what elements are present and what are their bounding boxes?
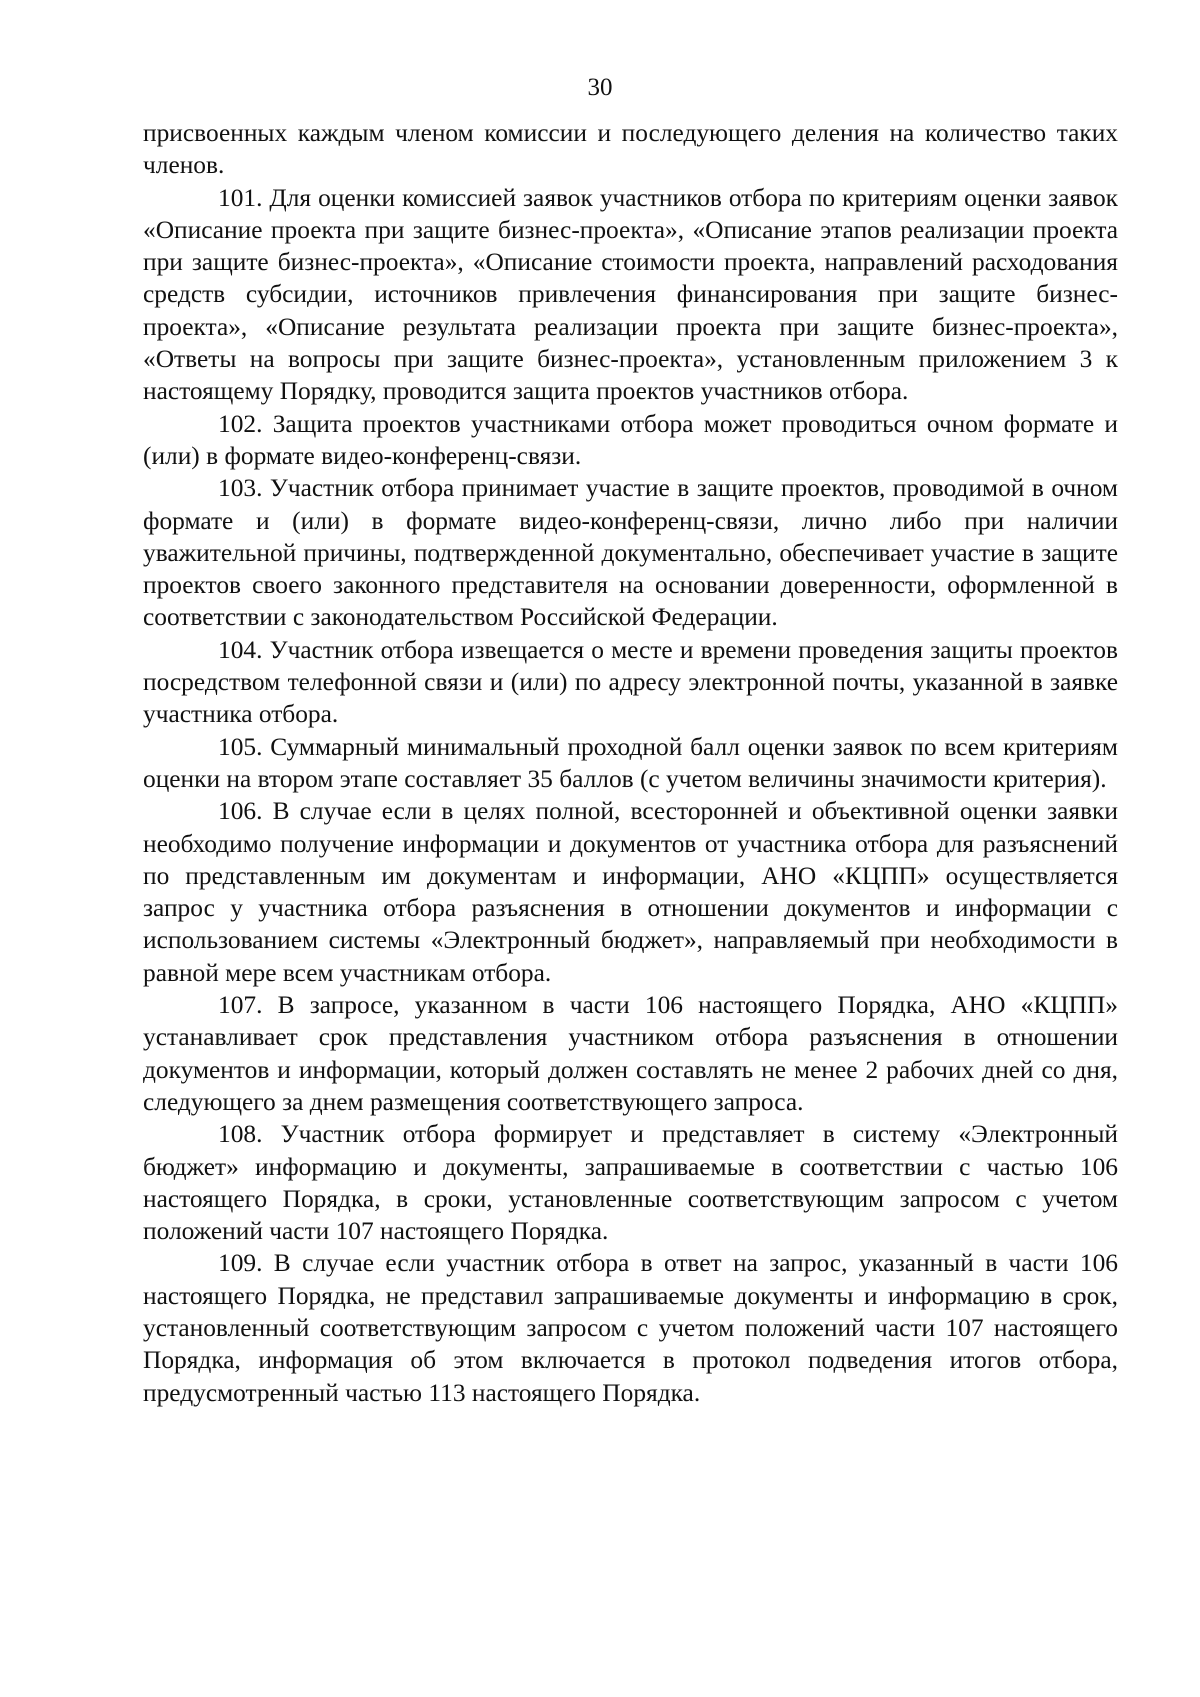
paragraph-108: 108. Участник отбора формирует и представляет в систему «Электронный бюджет» информацию и документы, запрашиваемые в соответствии с частью 106 настоящего Порядка, в сроки, установленные соответствующим запросом с учетом положений части 107 настоящего Порядка.: [143, 1120, 1118, 1246]
document-body: [143, 117, 1118, 1409]
paragraph-102: 102. Защита проектов участниками отбора может проводиться очном формате и (или) в формате видео-конференц-связи.: [143, 409, 1118, 470]
paragraph-109: 109. В случае если участник отбора в ответ на запрос, указанный в части 106 настоящего Порядка, не представил запрашиваемые документы и информацию в срок, установленный соответствующим запросом с учетом положений части 107 настоящего Порядка, информация об этом включается в протокол подведения итогов отбора, предусмотренный частью 113 настоящего Порядка.: [143, 1249, 1118, 1407]
paragraph-101: 101. Для оценки комиссией заявок участников отбора по критериям оценки заявок «Описание проекта при защите бизнес-проекта», «Описание этапов реализации проекта при защите бизнес-проекта», «Описание стоимости проекта, направлений расходования средств субсидии, источников привлечения финансирования при защите бизнес-проекта», «Описание результата реализации проекта при защите бизнес-проекта», «Ответы на вопросы при защите бизнес-проекта», установленным приложением 3 к настоящему Порядку, проводится защита проектов участников отбора.: [143, 183, 1118, 406]
paragraph-106: 106. В случае если в целях полной, всесторонней и объективной оценки заявки необходимо получение информации и документов от участника отбора для разъяснений по представленным им документам и информации, АНО «КЦПП» осуществляется запрос у участника отбора разъяснения в отношении документов и информации с использованием системы «Электронный бюджет», направляемый при необходимости в равной мере всем участникам отбора.: [143, 797, 1118, 987]
paragraph-103: 103. Участник отбора принимает участие в защите проектов, проводимой в очном формате и (или) в формате видео-конференц-связи, лично либо при наличии уважительной причины, подтвержденной документально, обеспечивает участие в защите проектов своего законного представителя на основании доверенности, оформленной в соответствии с законодательством Российской Федерации.: [143, 474, 1118, 632]
paragraph-107: 107. В запросе, указанном в части 106 настоящего Порядка, АНО «КЦПП» устанавливает срок представления участником отбора разъяснения в отношении документов и информации, который должен составлять не менее 2 рабочих дней со дня, следующего за днем размещения соответствующего запроса.: [143, 991, 1118, 1116]
page-number: 30: [587, 74, 613, 101]
paragraph-continuation: присвоенных каждым членом комиссии и последующего деления на количество таких членов.: [143, 119, 1118, 180]
paragraph-104: 104. Участник отбора извещается о месте и времени проведения защиты проектов посредством телефонной связи и (или) по адресу электронной почты, указанной в заявке участника отбора.: [143, 635, 1118, 729]
paragraph-105: 105. Суммарный минимальный проходной балл оценки заявок по всем критериям оценки на втором этапе составляет 35 баллов (с учетом величины значимости критерия).: [143, 732, 1118, 793]
